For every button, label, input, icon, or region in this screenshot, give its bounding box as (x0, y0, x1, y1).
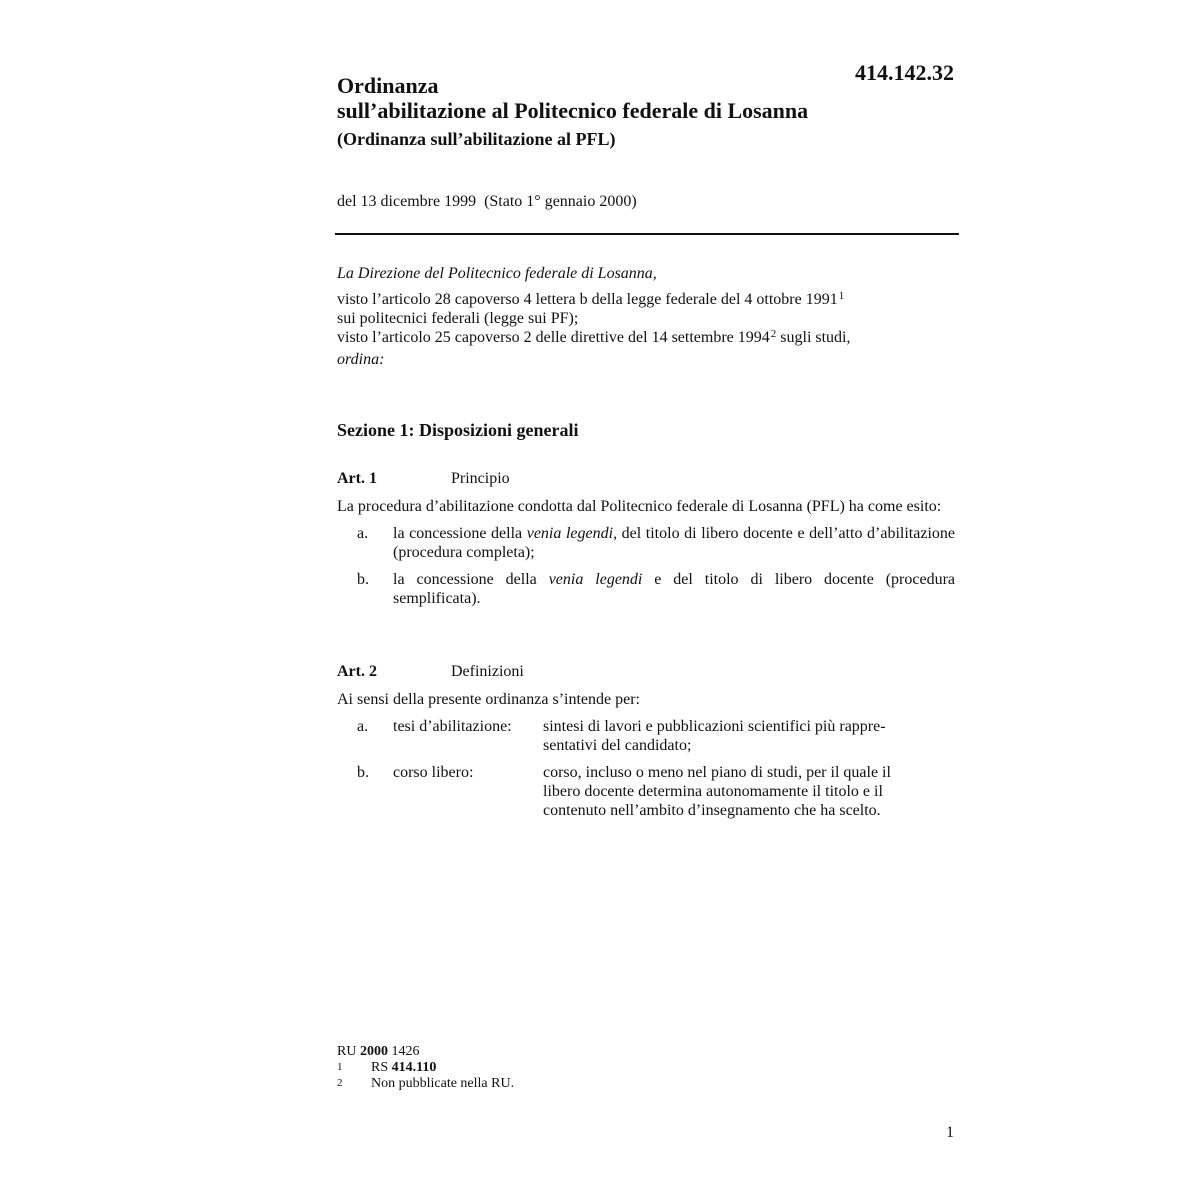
footnote-mark: 2 (337, 1077, 343, 1089)
footnote-text (371, 1076, 514, 1092)
footnote-2 (337, 1076, 514, 1092)
definition-line: sintesi di lavori e pubblicazioni scientifici più rappre- (543, 718, 886, 735)
article-1-body: La procedura d’abilitazione condotta dal Politecnico federale di Losanna (PFL) ha come esito: (337, 498, 942, 515)
page-number: 1 (946, 1124, 954, 1141)
ru-prefix: RU (337, 1044, 360, 1059)
preamble-ordina: ordina: (337, 351, 385, 368)
list-item-text-pre: la concessione della (393, 571, 549, 588)
title-line-2: sull’abilitazione al Politecnico federale di Losanna (337, 98, 809, 123)
list-item-text-post: e del titolo di libero docente (procedura semplificata). (393, 571, 956, 607)
definition-text (543, 763, 955, 820)
definition-letter: a. (357, 718, 369, 735)
preamble-authority: La Direzione del Politecnico federale di Losanna, (337, 265, 657, 282)
footnote-1 (337, 1060, 514, 1076)
list-item (337, 524, 955, 562)
article-2-heading: Definizioni (451, 663, 524, 680)
ru-page: 1426 (387, 1044, 420, 1059)
ru-year: 2000 (359, 1044, 388, 1059)
list-item-emphasis: venia legendi (548, 571, 643, 588)
header-rule (335, 233, 959, 235)
definition-line: corso, incluso o meno nel piano di studi, per il quale il (543, 764, 891, 781)
footnote-ref-1[interactable]: 1 (838, 290, 845, 302)
list-item-text-post: , del titolo di libero docente e dell’atto d’abilitazione (procedura completa); (393, 525, 955, 561)
article-2-body: Ai sensi della presente ordinanza s’intende per: (337, 691, 640, 708)
list-item-letter: a. (357, 525, 369, 542)
preamble-reference-2-tail: sugli studi, (776, 329, 851, 346)
preamble (337, 264, 955, 369)
footer (337, 1044, 514, 1092)
preamble-reference-1 (337, 290, 955, 309)
footnote-prefix: RS (371, 1060, 392, 1075)
footnote-mark: 1 (337, 1061, 343, 1073)
list-item (337, 570, 955, 608)
article-1-header (337, 469, 955, 488)
definition-letter: b. (357, 764, 369, 781)
footnote-bold: 414.110 (391, 1060, 437, 1075)
definition-text (543, 717, 955, 755)
list-item-text-pre: la concessione della (393, 525, 527, 542)
section-title: Sezione 1: Disposizioni generali (337, 420, 579, 440)
preamble-reference-1-cont: sui politecnici federali (legge sui PF); (337, 310, 579, 327)
definition-item (337, 717, 955, 755)
definition-line: libero docente determina autonomamente il titolo e il (543, 783, 883, 800)
title-block (337, 73, 957, 150)
article-2-number: Art. 2 (337, 663, 377, 680)
sr-number: 414.142.32 (855, 60, 954, 85)
list-item-emphasis: venia legendi (526, 525, 614, 542)
list-item-text (393, 524, 955, 562)
ru-reference (337, 1044, 514, 1060)
preamble-reference-2-text: visto l’articolo 25 capoverso 2 delle direttive del 14 settembre 1994 (337, 329, 770, 346)
article-2 (337, 662, 955, 820)
preamble-reference-1-text: visto l’articolo 28 capoverso 4 lettera b della legge federale del 4 ottobre 1991 (337, 291, 838, 308)
definition-line: sentativi del candidato; (543, 737, 692, 754)
date-line: del 13 dicembre 1999 (Stato 1° gennaio 2000) (337, 193, 637, 210)
article-1 (337, 469, 955, 608)
footnote-rest: Non pubblicate nella RU. (371, 1076, 515, 1091)
list-item-text (393, 570, 955, 608)
footnote-text (371, 1060, 436, 1076)
title-line-1: Ordinanza (337, 73, 439, 98)
definition-term: corso libero: (393, 764, 474, 781)
article-1-number: Art. 1 (337, 470, 377, 487)
preamble-reference-2 (337, 328, 955, 347)
short-title: (Ordinanza sull’abilitazione al PFL) (337, 129, 616, 149)
list-item-letter: b. (357, 571, 369, 588)
article-1-heading: Principio (451, 470, 510, 487)
article-2-header (337, 662, 955, 681)
definition-term: tesi d’abilitazione: (393, 718, 512, 735)
footnote-ref-2[interactable]: 2 (770, 328, 777, 340)
definition-item (337, 763, 955, 820)
definition-line: contenuto nell’ambito d’insegnamento che ha scelto. (543, 802, 881, 819)
